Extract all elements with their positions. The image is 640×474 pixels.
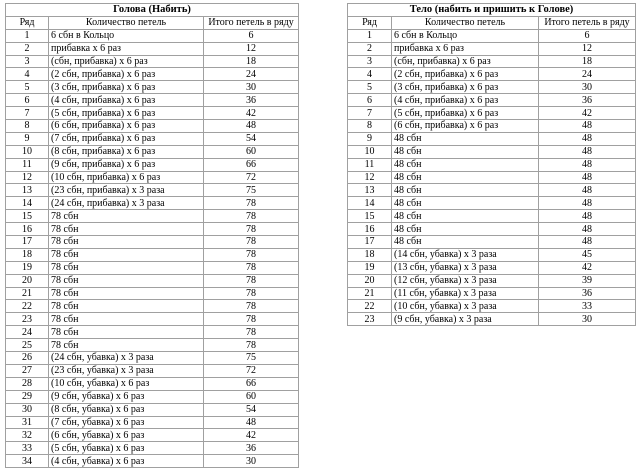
row-number-cell: 26	[6, 352, 49, 365]
table-row	[348, 132, 636, 145]
row-number-cell: 31	[6, 416, 49, 429]
row-number-cell: 8	[348, 120, 392, 133]
table-row	[348, 158, 636, 171]
stitch-count-cell: 78 сбн	[49, 223, 204, 236]
table-row	[6, 107, 299, 120]
total-stitches-cell: 48	[204, 120, 299, 133]
table-row	[348, 236, 636, 249]
total-stitches-cell: 78	[204, 326, 299, 339]
total-stitches-cell: 39	[539, 274, 636, 287]
stitch-count-cell: (6 сбн, убавка) х 6 раз	[49, 429, 204, 442]
row-number-cell: 11	[6, 158, 49, 171]
total-stitches-cell: 72	[204, 171, 299, 184]
stitch-count-cell: 48 сбн	[392, 158, 539, 171]
total-stitches-cell: 48	[539, 223, 636, 236]
row-number-cell: 22	[6, 300, 49, 313]
stitch-count-cell: 78 сбн	[49, 248, 204, 261]
table-row	[348, 171, 636, 184]
table-row	[6, 313, 299, 326]
row-number-cell: 29	[6, 390, 49, 403]
row-number-cell: 4	[6, 68, 49, 81]
total-stitches-cell: 6	[539, 29, 636, 42]
stitch-count-cell: 48 сбн	[392, 223, 539, 236]
stitch-count-cell: (6 сбн, прибавка) х 6 раз	[49, 120, 204, 133]
total-stitches-cell: 33	[539, 300, 636, 313]
table-row	[6, 364, 299, 377]
total-stitches-cell: 66	[204, 377, 299, 390]
table-row	[6, 94, 299, 107]
table-row	[6, 158, 299, 171]
stitch-count-cell: (4 сбн, убавка) х 6 раз	[49, 455, 204, 468]
total-stitches-cell: 18	[539, 55, 636, 68]
row-number-cell: 11	[348, 158, 392, 171]
column-header-stitches: Количество петель	[392, 16, 539, 29]
table-row	[6, 274, 299, 287]
total-stitches-cell: 30	[204, 455, 299, 468]
stitch-count-cell: (6 сбн, прибавка) х 6 раз	[392, 120, 539, 133]
total-stitches-cell: 48	[539, 171, 636, 184]
table-row	[6, 261, 299, 274]
table-row	[6, 455, 299, 468]
stitch-count-cell: (13 сбн, убавка) х 3 раза	[392, 261, 539, 274]
table-row	[348, 261, 636, 274]
stitch-count-cell: 6 сбн в Кольцо	[392, 29, 539, 42]
table-row	[348, 313, 636, 326]
table-row	[6, 197, 299, 210]
total-stitches-cell: 24	[204, 68, 299, 81]
stitch-count-cell: 78 сбн	[49, 300, 204, 313]
total-stitches-cell: 30	[539, 81, 636, 94]
total-stitches-cell: 54	[204, 403, 299, 416]
total-stitches-cell: 78	[204, 261, 299, 274]
stitch-count-cell: (12 сбн, убавка) х 3 раза	[392, 274, 539, 287]
stitch-count-cell: 48 сбн	[392, 145, 539, 158]
row-number-cell: 25	[6, 339, 49, 352]
row-number-cell: 7	[6, 107, 49, 120]
row-number-cell: 34	[6, 455, 49, 468]
stitch-count-cell: (4 сбн, прибавка) х 6 раз	[392, 94, 539, 107]
total-stitches-cell: 48	[539, 145, 636, 158]
row-number-cell: 16	[6, 223, 49, 236]
stitch-count-cell: (2 сбн, прибавка) х 6 раз	[392, 68, 539, 81]
stitch-count-cell: (10 сбн, прибавка) х 6 раз	[49, 171, 204, 184]
total-stitches-cell: 48	[539, 158, 636, 171]
table-row	[6, 132, 299, 145]
row-number-cell: 24	[6, 326, 49, 339]
table-row	[348, 248, 636, 261]
total-stitches-cell: 78	[204, 248, 299, 261]
row-number-cell: 14	[348, 197, 392, 210]
table-row	[348, 287, 636, 300]
stitch-count-cell: 78 сбн	[49, 274, 204, 287]
table-row	[6, 236, 299, 249]
row-number-cell: 14	[6, 197, 49, 210]
stitch-count-cell: 6 сбн в Кольцо	[49, 29, 204, 42]
total-stitches-cell: 24	[539, 68, 636, 81]
row-number-cell: 19	[6, 261, 49, 274]
row-number-cell: 21	[6, 287, 49, 300]
total-stitches-cell: 54	[204, 132, 299, 145]
row-number-cell: 20	[348, 274, 392, 287]
stitch-count-cell: 78 сбн	[49, 313, 204, 326]
row-number-cell: 20	[6, 274, 49, 287]
row-number-cell: 1	[6, 29, 49, 42]
table-row	[6, 223, 299, 236]
stitch-count-cell: 48 сбн	[392, 236, 539, 249]
total-stitches-cell: 42	[539, 261, 636, 274]
total-stitches-cell: 78	[204, 287, 299, 300]
total-stitches-cell: 36	[204, 442, 299, 455]
row-number-cell: 3	[6, 55, 49, 68]
stitch-count-cell: 78 сбн	[49, 261, 204, 274]
stitch-count-cell: 48 сбн	[392, 132, 539, 145]
table-row	[348, 300, 636, 313]
stitch-count-cell: (24 сбн, убавка) х 3 раза	[49, 352, 204, 365]
row-number-cell: 3	[348, 55, 392, 68]
table-row	[6, 390, 299, 403]
row-number-cell: 28	[6, 377, 49, 390]
table-row	[6, 68, 299, 81]
table-row	[6, 248, 299, 261]
table-row	[6, 377, 299, 390]
total-stitches-cell: 36	[204, 94, 299, 107]
total-stitches-cell: 45	[539, 248, 636, 261]
total-stitches-cell: 42	[204, 429, 299, 442]
row-number-cell: 30	[6, 403, 49, 416]
stitch-count-cell: (7 сбн, прибавка) х 6 раз	[49, 132, 204, 145]
total-stitches-cell: 48	[539, 197, 636, 210]
stitch-count-cell: (7 сбн, убавка) х 6 раз	[49, 416, 204, 429]
row-number-cell: 33	[6, 442, 49, 455]
table-row	[6, 29, 299, 42]
table-row	[6, 352, 299, 365]
column-header-row: Ряд	[6, 16, 49, 29]
table-title: Голова (Набить)	[6, 4, 299, 17]
stitch-count-cell: (24 сбн, прибавка) х 3 раза	[49, 197, 204, 210]
row-number-cell: 10	[348, 145, 392, 158]
total-stitches-cell: 78	[204, 274, 299, 287]
stitch-count-cell: прибавка х 6 раз	[392, 42, 539, 55]
stitch-count-cell: (23 сбн, убавка) х 3 раза	[49, 364, 204, 377]
row-number-cell: 17	[348, 236, 392, 249]
row-number-cell: 2	[6, 42, 49, 55]
stitch-count-cell: прибавка х 6 раз	[49, 42, 204, 55]
table-row	[348, 29, 636, 42]
total-stitches-cell: 48	[539, 120, 636, 133]
stitch-count-cell: 48 сбн	[392, 171, 539, 184]
table-row	[348, 68, 636, 81]
table-row	[6, 55, 299, 68]
table-title: Тело (набить и пришить к Голове)	[348, 4, 636, 17]
stitch-count-cell: (8 сбн, прибавка) х 6 раз	[49, 145, 204, 158]
total-stitches-cell: 48	[539, 132, 636, 145]
total-stitches-cell: 18	[204, 55, 299, 68]
table-row	[6, 287, 299, 300]
table-row	[348, 210, 636, 223]
table-row	[348, 197, 636, 210]
table-row	[348, 107, 636, 120]
stitch-count-cell: (5 сбн, прибавка) х 6 раз	[392, 107, 539, 120]
table-row	[348, 94, 636, 107]
total-stitches-cell: 66	[204, 158, 299, 171]
row-number-cell: 5	[6, 81, 49, 94]
row-number-cell: 12	[6, 171, 49, 184]
row-number-cell: 13	[348, 184, 392, 197]
row-number-cell: 27	[6, 364, 49, 377]
stitch-count-cell: 48 сбн	[392, 197, 539, 210]
stitch-count-cell: (9 сбн, убавка) х 3 раза	[392, 313, 539, 326]
stitch-count-cell: 48 сбн	[392, 210, 539, 223]
total-stitches-cell: 30	[204, 81, 299, 94]
total-stitches-cell: 36	[539, 287, 636, 300]
column-header-row: Ряд	[348, 16, 392, 29]
table-row	[6, 210, 299, 223]
body-pattern-table	[347, 3, 636, 326]
stitch-count-cell: (3 сбн, прибавка) х 6 раз	[49, 81, 204, 94]
total-stitches-cell: 48	[204, 416, 299, 429]
total-stitches-cell: 78	[204, 313, 299, 326]
stitch-count-cell: (10 сбн, убавка) х 6 раз	[49, 377, 204, 390]
table-row	[6, 429, 299, 442]
row-number-cell: 23	[6, 313, 49, 326]
stitch-count-cell: (4 сбн, прибавка) х 6 раз	[49, 94, 204, 107]
stitch-count-cell: (5 сбн, убавка) х 6 раз	[49, 442, 204, 455]
table-row	[348, 184, 636, 197]
stitch-count-cell: 48 сбн	[392, 184, 539, 197]
stitch-count-cell: (9 сбн, убавка) х 6 раз	[49, 390, 204, 403]
column-header-total: Итого петель в ряду	[539, 16, 636, 29]
stitch-count-cell: (сбн, прибавка) х 6 раз	[392, 55, 539, 68]
stitch-count-cell: (8 сбн, убавка) х 6 раз	[49, 403, 204, 416]
row-number-cell: 19	[348, 261, 392, 274]
row-number-cell: 32	[6, 429, 49, 442]
total-stitches-cell: 75	[204, 184, 299, 197]
row-number-cell: 2	[348, 42, 392, 55]
row-number-cell: 18	[6, 248, 49, 261]
stitch-count-cell: (23 сбн, прибавка) х 3 раза	[49, 184, 204, 197]
total-stitches-cell: 78	[204, 223, 299, 236]
total-stitches-cell: 48	[539, 236, 636, 249]
table-row	[348, 145, 636, 158]
total-stitches-cell: 12	[539, 42, 636, 55]
table-row	[348, 55, 636, 68]
table-row	[6, 326, 299, 339]
row-number-cell: 5	[348, 81, 392, 94]
stitch-count-cell: 78 сбн	[49, 287, 204, 300]
total-stitches-cell: 78	[204, 236, 299, 249]
stitch-count-cell: (14 сбн, убавка) х 3 раза	[392, 248, 539, 261]
row-number-cell: 6	[6, 94, 49, 107]
row-number-cell: 15	[348, 210, 392, 223]
stitch-count-cell: (3 сбн, прибавка) х 6 раз	[392, 81, 539, 94]
row-number-cell: 9	[6, 132, 49, 145]
stitch-count-cell: 78 сбн	[49, 339, 204, 352]
row-number-cell: 4	[348, 68, 392, 81]
stitch-count-cell: 78 сбн	[49, 210, 204, 223]
column-header-total: Итого петель в ряду	[204, 16, 299, 29]
row-number-cell: 6	[348, 94, 392, 107]
stitch-count-cell: (10 сбн, убавка) х 3 раза	[392, 300, 539, 313]
table-row	[6, 42, 299, 55]
table-row	[6, 416, 299, 429]
total-stitches-cell: 78	[204, 339, 299, 352]
total-stitches-cell: 78	[204, 210, 299, 223]
row-number-cell: 1	[348, 29, 392, 42]
table-row	[6, 442, 299, 455]
total-stitches-cell: 42	[539, 107, 636, 120]
stitch-count-cell: (2 сбн, прибавка) х 6 раз	[49, 68, 204, 81]
total-stitches-cell: 30	[539, 313, 636, 326]
total-stitches-cell: 60	[204, 145, 299, 158]
table-row	[6, 81, 299, 94]
row-number-cell: 7	[348, 107, 392, 120]
row-number-cell: 17	[6, 236, 49, 249]
row-number-cell: 15	[6, 210, 49, 223]
total-stitches-cell: 36	[539, 94, 636, 107]
total-stitches-cell: 75	[204, 352, 299, 365]
table-row	[6, 184, 299, 197]
table-row	[348, 120, 636, 133]
total-stitches-cell: 6	[204, 29, 299, 42]
row-number-cell: 23	[348, 313, 392, 326]
row-number-cell: 8	[6, 120, 49, 133]
row-number-cell: 18	[348, 248, 392, 261]
total-stitches-cell: 42	[204, 107, 299, 120]
table-row	[6, 339, 299, 352]
stitch-count-cell: 78 сбн	[49, 326, 204, 339]
total-stitches-cell: 12	[204, 42, 299, 55]
head-pattern-table	[5, 3, 299, 468]
table-row	[6, 403, 299, 416]
stitch-count-cell: (5 сбн, прибавка) х 6 раз	[49, 107, 204, 120]
table-row	[6, 120, 299, 133]
table-row	[6, 171, 299, 184]
row-number-cell: 13	[6, 184, 49, 197]
row-number-cell: 22	[348, 300, 392, 313]
table-row	[348, 81, 636, 94]
stitch-count-cell: 78 сбн	[49, 236, 204, 249]
total-stitches-cell: 78	[204, 300, 299, 313]
table-row	[6, 145, 299, 158]
table-row	[348, 274, 636, 287]
row-number-cell: 21	[348, 287, 392, 300]
row-number-cell: 16	[348, 223, 392, 236]
row-number-cell: 9	[348, 132, 392, 145]
total-stitches-cell: 48	[539, 210, 636, 223]
row-number-cell: 12	[348, 171, 392, 184]
row-number-cell: 10	[6, 145, 49, 158]
column-header-stitches: Количество петель	[49, 16, 204, 29]
total-stitches-cell: 72	[204, 364, 299, 377]
total-stitches-cell: 48	[539, 184, 636, 197]
total-stitches-cell: 78	[204, 197, 299, 210]
stitch-count-cell: (9 сбн, прибавка) х 6 раз	[49, 158, 204, 171]
stitch-count-cell: (11 сбн, убавка) х 3 раза	[392, 287, 539, 300]
stitch-count-cell: (сбн, прибавка) х 6 раз	[49, 55, 204, 68]
table-row	[348, 223, 636, 236]
total-stitches-cell: 60	[204, 390, 299, 403]
table-row	[6, 300, 299, 313]
table-row	[348, 42, 636, 55]
